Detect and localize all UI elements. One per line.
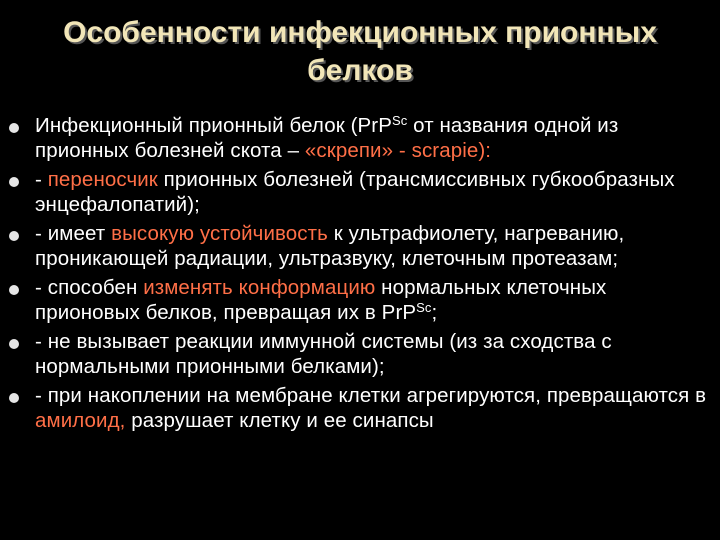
- title-line-2: белков: [307, 54, 413, 87]
- item-text: прионных болезней (трансмиссивных губкообразных энцефалопатий);: [35, 168, 675, 216]
- highlight-text: переносчик: [47, 168, 158, 191]
- list-item: [6, 222, 712, 271]
- bullet-icon: [9, 177, 19, 187]
- item-text: разрушает клетку и ее синапсы: [125, 408, 434, 432]
- item-text: - при накоплении на мембране клетки агрегируются, превращаются в: [35, 384, 707, 407]
- bullet-icon: [9, 339, 19, 349]
- item-text: -: [35, 168, 48, 191]
- highlight-text: высокую устойчивость: [111, 222, 328, 245]
- superscript-sc: Sc: [391, 113, 408, 128]
- list-item: [6, 384, 712, 433]
- bullet-icon: [9, 123, 19, 133]
- item-text: Инфекционный прионный белок (PrP: [35, 114, 392, 137]
- list-item: [6, 330, 712, 379]
- item-text: - имеет: [35, 222, 112, 245]
- item-text: ;: [431, 300, 438, 324]
- slide-title: [40, 14, 680, 90]
- highlight-text: «скрепи» - scrapie):: [304, 138, 492, 162]
- item-text: нормальных клеточных прионовых белков, превращая их в PrP: [35, 276, 607, 324]
- item-text: - не вызывает реакции иммунной системы (из за сходства с нормальными прионными белками);: [35, 330, 612, 378]
- bullet-icon: [9, 285, 19, 295]
- list-item: [6, 168, 712, 217]
- item-text: к ультрафиолету, нагреванию, проникающей радиации, ультразвуку, клеточным протеазам;: [35, 222, 625, 270]
- title-line-1: Особенности инфекционных прионных: [63, 16, 657, 49]
- bullet-list: [6, 114, 712, 438]
- list-item: [6, 114, 712, 163]
- bullet-icon: [9, 393, 19, 403]
- superscript-sc: Sc: [416, 299, 432, 315]
- item-text: - способен: [35, 276, 144, 299]
- list-item: [6, 276, 712, 325]
- bullet-icon: [9, 231, 19, 241]
- highlight-text: изменять конформацию: [143, 276, 376, 299]
- item-text: от названия одной из прионных болезней скота –: [35, 114, 619, 162]
- highlight-text: амилоид,: [35, 408, 126, 432]
